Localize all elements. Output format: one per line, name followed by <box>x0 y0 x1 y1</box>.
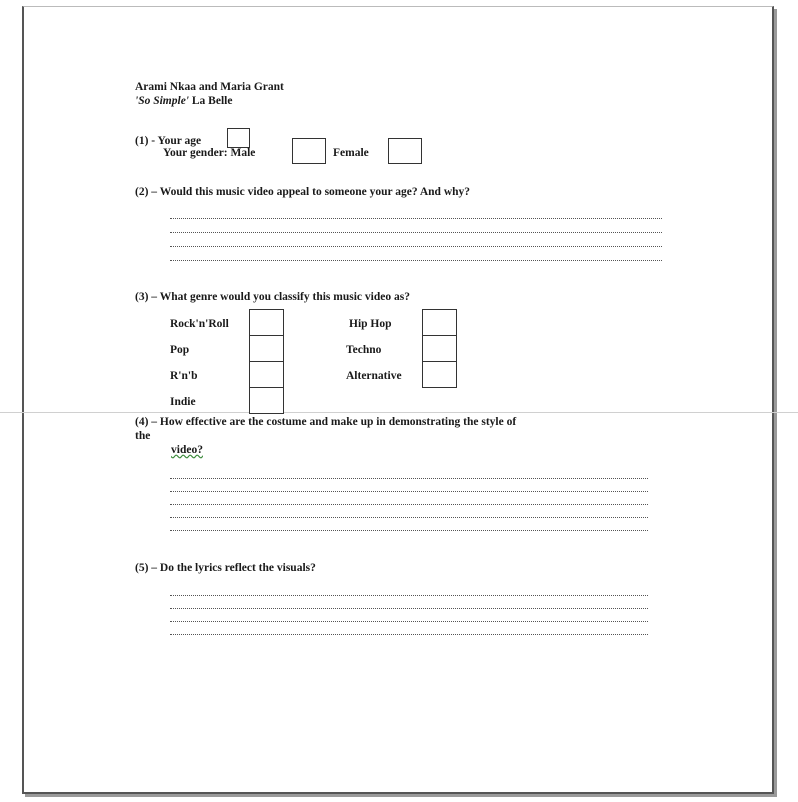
q4-question-line2: the <box>135 430 151 442</box>
q1-gender-label: Your gender: Male <box>163 147 256 159</box>
q5-answer-line[interactable] <box>170 634 648 635</box>
q4-answer-line[interactable] <box>170 504 648 505</box>
authors: Arami Nkaa and Maria Grant <box>135 81 284 93</box>
song-line <box>135 95 232 107</box>
q5-answer-line[interactable] <box>170 621 648 622</box>
genre-checkbox-hiphop[interactable] <box>422 309 457 336</box>
genre-checkbox-indie[interactable] <box>249 387 284 414</box>
q2-answer-line[interactable] <box>170 260 662 261</box>
q3-question: (3) – What genre would you classify this music video as? <box>135 291 410 303</box>
genre-checkbox-rnb[interactable] <box>249 361 284 388</box>
age-input-box[interactable] <box>227 128 250 148</box>
genre-label-indie: Indie <box>170 396 196 408</box>
q5-answer-line[interactable] <box>170 608 648 609</box>
genre-checkbox-pop[interactable] <box>249 335 284 362</box>
genre-checkbox-rock[interactable] <box>249 309 284 336</box>
page-seam <box>0 412 798 413</box>
genre-label-rock: Rock'n'Roll <box>170 318 229 330</box>
genre-label-pop: Pop <box>170 344 190 356</box>
document-page <box>22 6 774 794</box>
q5-question: (5) – Do the lyrics reflect the visuals? <box>135 562 316 574</box>
q4-question-line1: (4) – How effective are the costume and make up in demonstrating the style of <box>135 416 517 428</box>
q1-age-label: (1) - Your age <box>135 135 202 147</box>
q2-answer-line[interactable] <box>170 232 662 233</box>
genre-checkbox-alternative[interactable] <box>422 361 457 388</box>
genre-checkbox-techno[interactable] <box>422 335 457 362</box>
q1-female-label: Female <box>333 147 369 159</box>
q4-answer-line[interactable] <box>170 478 648 479</box>
genre-label-hiphop: Hip Hop <box>349 318 392 330</box>
song-title: 'So Simple' <box>135 95 189 107</box>
q4-question-line3: video? <box>171 444 203 456</box>
genre-label-rnb: R'n'b <box>170 370 198 382</box>
q2-question: (2) – Would this music video appeal to someone your age? And why? <box>135 186 471 198</box>
genre-label-techno: Techno <box>346 344 382 356</box>
q2-answer-line[interactable] <box>170 246 662 247</box>
q2-answer-line[interactable] <box>170 218 662 219</box>
male-checkbox[interactable] <box>292 138 326 164</box>
genre-label-alternative: Alternative <box>346 370 402 382</box>
q4-answer-line[interactable] <box>170 517 648 518</box>
q5-answer-line[interactable] <box>170 595 648 596</box>
female-checkbox[interactable] <box>388 138 422 164</box>
q4-answer-line[interactable] <box>170 491 648 492</box>
q4-answer-line[interactable] <box>170 530 648 531</box>
artist: La Belle <box>191 95 233 107</box>
